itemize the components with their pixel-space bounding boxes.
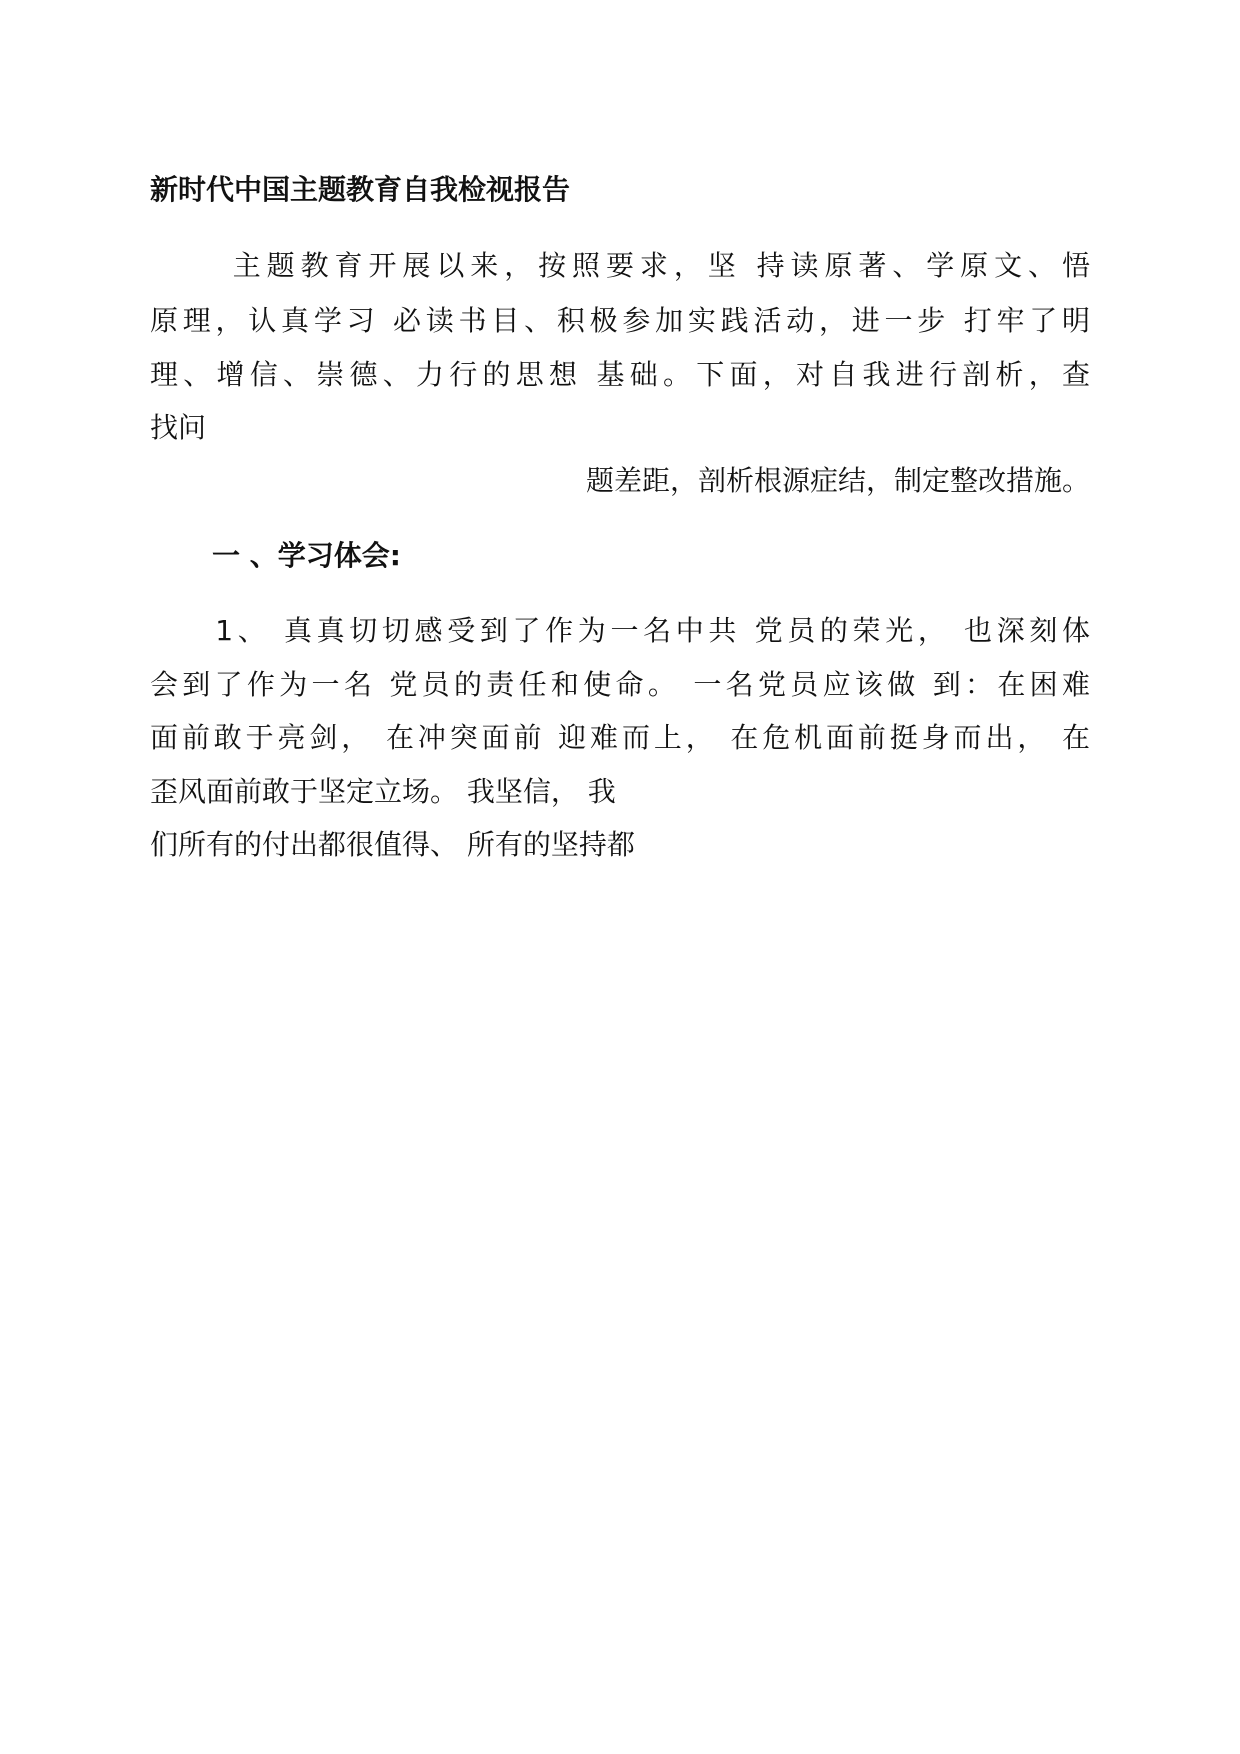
- section-line: 们所有的付出都很值得、 所有的坚持都: [150, 828, 635, 861]
- section-line: 1、 真真切切感受到了作为一名中共 党员的荣光， 也深刻体: [150, 614, 1090, 647]
- paragraph-line: 原理，认真学习 必读书目、积极参加实践活动，进一步 打牢了明: [150, 304, 1090, 337]
- section-line: 面前敢于亮剑， 在冲突面前 迎难而上， 在危机面前挺身而出， 在: [150, 721, 1090, 754]
- paragraph-line: 题差距，剖析根源症结，制定整改措施。: [585, 464, 1090, 497]
- section-heading: 一 、学习体会:: [212, 539, 401, 572]
- paragraph-line: 找问: [150, 411, 207, 444]
- document-title: 新时代中国主题教育自我检视报告: [150, 173, 571, 206]
- section-line: 会到了作为一名 党员的责任和使命。 一名党员应该做 到：在困难: [150, 668, 1090, 701]
- paragraph-line: 主题教育开展以来，按照要求，坚 持读原著、学原文、悟: [150, 249, 1090, 282]
- section-line: 歪风面前敢于坚定立场。 我坚信， 我: [150, 775, 616, 808]
- paragraph-line: 理、增信、崇德、力行的思想 基础。下面，对自我进行剖析，查: [150, 358, 1090, 391]
